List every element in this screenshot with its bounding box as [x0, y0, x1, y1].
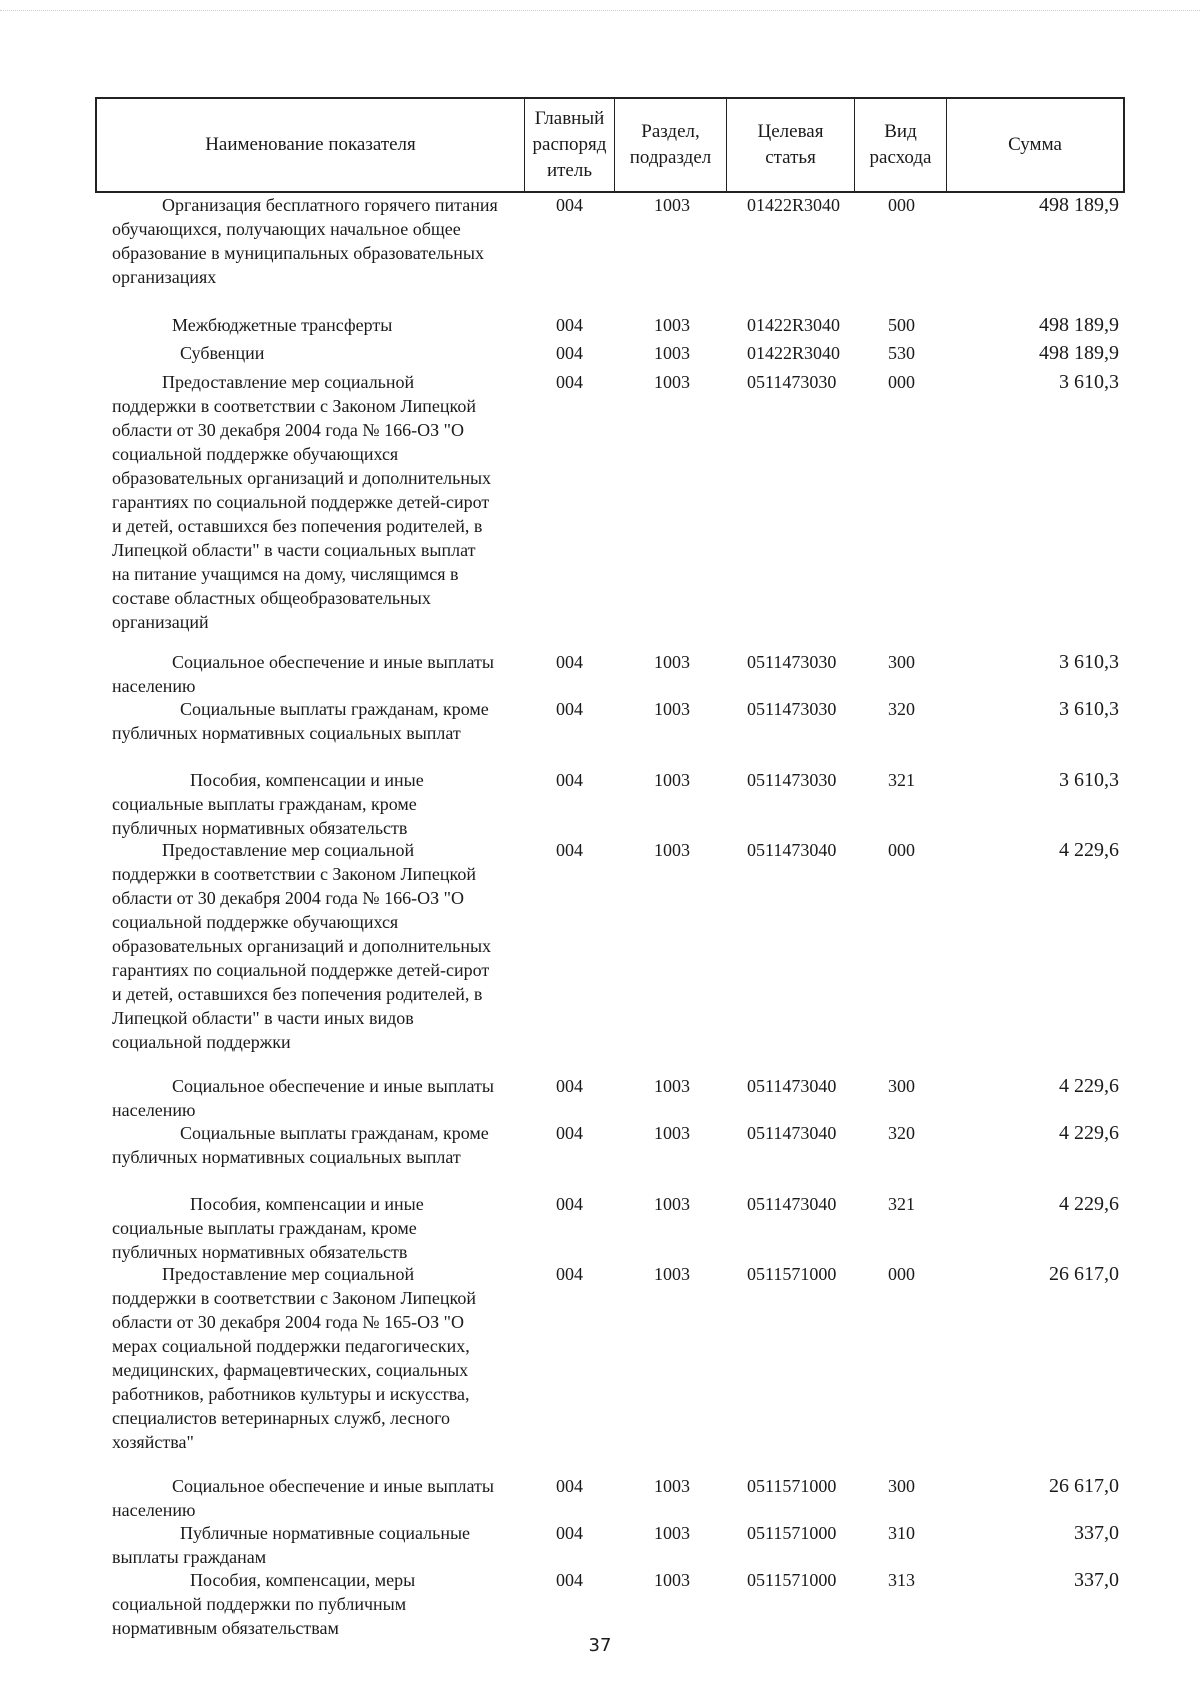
- row-glavny: 004: [556, 1264, 583, 1284]
- row-name-line: составе областных общеобразовательных: [112, 588, 431, 608]
- row-vid: 320: [888, 699, 915, 719]
- row-vid: 000: [888, 195, 915, 215]
- row-razdel: 1003: [654, 315, 690, 335]
- row-summa: 3 610,3: [1059, 371, 1119, 393]
- row-summa: 3 610,3: [1059, 698, 1119, 720]
- row-name: [112, 1074, 527, 1122]
- row-summa: 4 229,6: [1059, 1193, 1119, 1215]
- row-name-line: обучающихся, получающих начальное общее: [112, 219, 461, 239]
- row-name-line: Социальное обеспечение и иные выплаты: [172, 1476, 494, 1496]
- row-name: [112, 1121, 527, 1169]
- row-vid: 300: [888, 1476, 915, 1496]
- row-name-line: социальной поддержке обучающихся: [112, 444, 399, 464]
- header-razdel: [615, 99, 727, 191]
- header-vid-line: расхода: [869, 147, 932, 168]
- header-summa-label: Сумма: [1008, 134, 1062, 155]
- row-razdel: 1003: [654, 1194, 690, 1214]
- row-name-line: образование в муниципальных образовательных: [112, 243, 484, 263]
- row-razdel: 1003: [654, 343, 690, 363]
- row-name-line: работников, работников культуры и искусства,: [112, 1384, 470, 1404]
- row-vid: 000: [888, 1264, 915, 1284]
- row-celevaya: 0511571000: [747, 1570, 837, 1590]
- row-name-line: населению: [112, 676, 196, 696]
- header-name-label: Наименование показателя: [205, 134, 416, 155]
- row-name-line: нормативным обязательствам: [112, 1618, 339, 1638]
- row-razdel: 1003: [654, 699, 690, 719]
- header-celevaya-line: статья: [765, 147, 816, 168]
- row-razdel: 1003: [654, 372, 690, 392]
- row-name-line: образовательных организаций и дополнительных: [112, 936, 492, 956]
- row-name: [112, 1192, 527, 1264]
- row-summa: 26 617,0: [1049, 1475, 1119, 1497]
- row-celevaya: 0511473040: [747, 1194, 837, 1214]
- row-name-line: Липецкой области" в части иных видов: [112, 1008, 414, 1028]
- row-glavny: 004: [556, 1123, 583, 1143]
- row-razdel: 1003: [654, 1523, 690, 1543]
- header-summa: [947, 99, 1123, 191]
- row-name: [112, 341, 527, 365]
- header-glavny-line: Главный: [534, 108, 605, 129]
- row-name: [112, 313, 527, 337]
- row-name: [112, 1521, 527, 1569]
- row-celevaya: 0511571000: [747, 1264, 837, 1284]
- row-name: [112, 650, 527, 698]
- row-name-line: социальной поддержки: [112, 1032, 291, 1052]
- row-name: [112, 838, 527, 1054]
- row-name-line: гарантиях по социальной поддержке детей-сирот: [112, 492, 490, 512]
- table-header: [95, 97, 1125, 193]
- row-name-line: Пособия, компенсации и иные: [190, 1194, 424, 1214]
- row-name-line: Пособия, компенсации и иные: [190, 770, 424, 790]
- row-name-line: области от 30 декабря 2004 года № 166-ОЗ "О: [112, 420, 464, 440]
- row-glavny: 004: [556, 652, 583, 672]
- row-vid: 530: [888, 343, 915, 363]
- row-name-line: социальной поддержке обучающихся: [112, 912, 399, 932]
- row-name-line: мерах социальной поддержки педагогических,: [112, 1336, 470, 1356]
- row-name-line: Липецкой области" в части социальных выплат: [112, 540, 476, 560]
- row-name-line: и детей, оставшихся без попечения родителей, в: [112, 984, 483, 1004]
- row-summa: 4 229,6: [1059, 839, 1119, 861]
- row-name-line: организаций: [112, 612, 209, 632]
- header-vid-line: Вид: [884, 121, 917, 142]
- row-name-line: населению: [112, 1100, 196, 1120]
- row-name-line: Предоставление мер социальной: [162, 372, 415, 392]
- row-name-line: гарантиях по социальной поддержке детей-сирот: [112, 960, 490, 980]
- row-razdel: 1003: [654, 770, 690, 790]
- row-glavny: 004: [556, 343, 583, 363]
- row-name-line: и детей, оставшихся без попечения родителей, в: [112, 516, 483, 536]
- header-celevaya-line: Целевая: [757, 121, 824, 142]
- row-glavny: 004: [556, 840, 583, 860]
- header-vid: [855, 99, 947, 191]
- row-vid: 300: [888, 1076, 915, 1096]
- row-summa: 4 229,6: [1059, 1122, 1119, 1144]
- row-glavny: 004: [556, 315, 583, 335]
- header-glavny: [525, 99, 615, 191]
- row-vid: 310: [888, 1523, 915, 1543]
- row-vid: 000: [888, 372, 915, 392]
- row-name-line: социальные выплаты гражданам, кроме: [112, 1218, 417, 1238]
- row-glavny: 004: [556, 1476, 583, 1496]
- row-summa: 498 189,9: [1039, 194, 1119, 216]
- row-name-line: на питание учащимся на дому, числящимся в: [112, 564, 459, 584]
- row-celevaya: 0511473030: [747, 652, 837, 672]
- row-summa: 337,0: [1074, 1569, 1119, 1591]
- row-name: [112, 1568, 527, 1640]
- header-glavny-line: итель: [546, 160, 593, 181]
- row-razdel: 1003: [654, 1123, 690, 1143]
- row-name-line: населению: [112, 1500, 196, 1520]
- row-glavny: 004: [556, 1194, 583, 1214]
- row-summa: 498 189,9: [1039, 314, 1119, 336]
- row-name-line: Социальное обеспечение и иные выплаты: [172, 1076, 494, 1096]
- row-glavny: 004: [556, 1570, 583, 1590]
- row-summa: 3 610,3: [1059, 769, 1119, 791]
- row-name-line: Пособия, компенсации, меры: [190, 1570, 416, 1590]
- row-glavny: 004: [556, 195, 583, 215]
- row-vid: 000: [888, 840, 915, 860]
- row-name: [112, 1262, 527, 1454]
- row-celevaya: 0511473040: [747, 1123, 837, 1143]
- row-name-line: Социальное обеспечение и иные выплаты: [172, 652, 494, 672]
- row-name-line: Предоставление мер социальной: [162, 840, 415, 860]
- header-glavny-line: распоряд: [532, 134, 607, 155]
- row-name-line: хозяйства": [112, 1432, 194, 1452]
- row-vid: 321: [888, 1194, 915, 1214]
- row-name-line: публичных нормативных социальных выплат: [112, 1147, 461, 1167]
- row-name-line: Организация бесплатного горячего питания: [162, 195, 498, 215]
- row-razdel: 1003: [654, 652, 690, 672]
- row-name-line: области от 30 декабря 2004 года № 166-ОЗ "О: [112, 888, 464, 908]
- row-vid: 500: [888, 315, 915, 335]
- scan-top-edge: [0, 10, 1200, 11]
- row-name-line: Предоставление мер социальной: [162, 1264, 415, 1284]
- header-razdel-line: Раздел,: [641, 121, 700, 142]
- row-celevaya: 01422R3040: [747, 315, 841, 335]
- row-celevaya: 0511473030: [747, 699, 837, 719]
- row-celevaya: 01422R3040: [747, 343, 841, 363]
- row-glavny: 004: [556, 1076, 583, 1096]
- row-name: [112, 1474, 527, 1522]
- row-glavny: 004: [556, 699, 583, 719]
- row-name-line: специалистов ветеринарных служб, лесного: [112, 1408, 451, 1428]
- row-celevaya: 0511473030: [747, 770, 837, 790]
- row-vid: 313: [888, 1570, 915, 1590]
- row-name-line: выплаты гражданам: [112, 1547, 267, 1567]
- row-name-line: социальной поддержки по публичным: [112, 1594, 407, 1614]
- row-name-line: Публичные нормативные социальные: [180, 1523, 471, 1543]
- row-summa: 498 189,9: [1039, 342, 1119, 364]
- row-razdel: 1003: [654, 195, 690, 215]
- page-number: 37: [588, 1635, 612, 1656]
- row-name: [112, 697, 527, 745]
- row-glavny: 004: [556, 372, 583, 392]
- row-name: [112, 768, 527, 840]
- row-name-line: публичных нормативных обязательств: [112, 818, 408, 838]
- row-razdel: 1003: [654, 840, 690, 860]
- row-name-line: Субвенции: [180, 343, 265, 363]
- row-name-line: организациях: [112, 267, 217, 287]
- row-name-line: области от 30 декабря 2004 года № 165-ОЗ "О: [112, 1312, 464, 1332]
- row-vid: 320: [888, 1123, 915, 1143]
- row-summa: 3 610,3: [1059, 651, 1119, 673]
- row-name: [112, 370, 527, 634]
- row-celevaya: 0511473040: [747, 1076, 837, 1096]
- row-name-line: Социальные выплаты гражданам, кроме: [180, 699, 489, 719]
- row-name-line: Межбюджетные трансферты: [172, 315, 393, 335]
- row-glavny: 004: [556, 1523, 583, 1543]
- header-name: [97, 99, 525, 191]
- row-name-line: образовательных организаций и дополнительных: [112, 468, 492, 488]
- row-summa: 337,0: [1074, 1522, 1119, 1544]
- row-celevaya: 0511473040: [747, 840, 837, 860]
- header-celevaya: [727, 99, 855, 191]
- row-celevaya: 0511571000: [747, 1523, 837, 1543]
- row-celevaya: 0511571000: [747, 1476, 837, 1496]
- row-name-line: Социальные выплаты гражданам, кроме: [180, 1123, 489, 1143]
- row-razdel: 1003: [654, 1264, 690, 1284]
- row-name-line: социальные выплаты гражданам, кроме: [112, 794, 417, 814]
- row-name-line: публичных нормативных обязательств: [112, 1242, 408, 1262]
- row-vid: 321: [888, 770, 915, 790]
- row-name-line: поддержки в соответствии с Законом Липецкой: [112, 1288, 477, 1308]
- row-name-line: медицинских, фармацевтических, социальных: [112, 1360, 469, 1380]
- row-summa: 4 229,6: [1059, 1075, 1119, 1097]
- row-name: [112, 193, 527, 289]
- row-razdel: 1003: [654, 1076, 690, 1096]
- header-razdel-line: подраздел: [629, 147, 712, 168]
- row-name-line: поддержки в соответствии с Законом Липецкой: [112, 396, 477, 416]
- row-glavny: 004: [556, 770, 583, 790]
- row-name-line: публичных нормативных социальных выплат: [112, 723, 461, 743]
- row-celevaya: 0511473030: [747, 372, 837, 392]
- row-vid: 300: [888, 652, 915, 672]
- row-razdel: 1003: [654, 1476, 690, 1496]
- row-razdel: 1003: [654, 1570, 690, 1590]
- row-summa: 26 617,0: [1049, 1263, 1119, 1285]
- row-name-line: поддержки в соответствии с Законом Липецкой: [112, 864, 477, 884]
- row-celevaya: 01422R3040: [747, 195, 841, 215]
